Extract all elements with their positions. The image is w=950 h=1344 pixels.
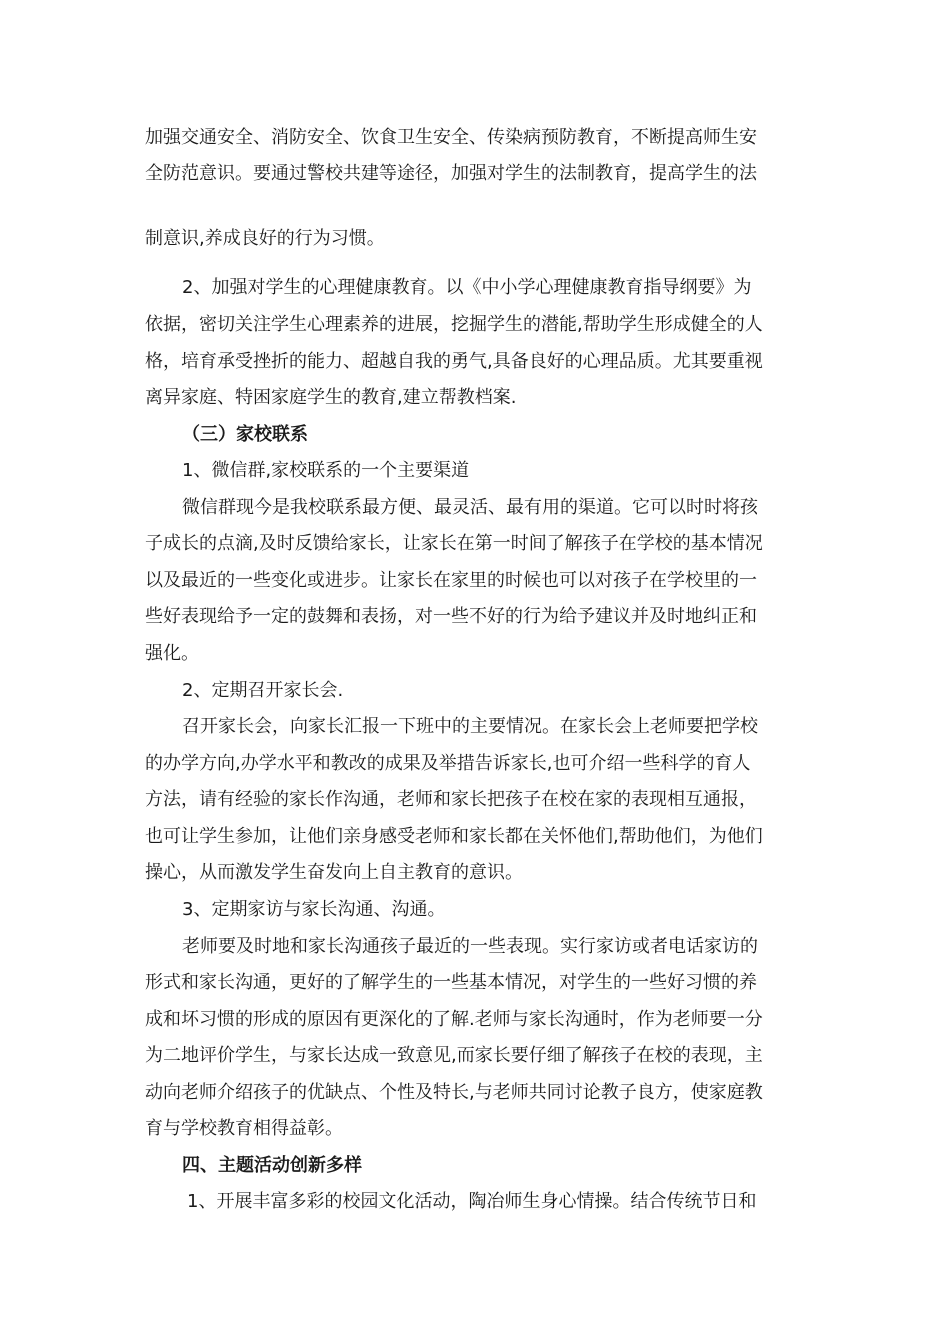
paragraph-line: 加强交通安全、消防安全、饮食卫生安全、传染病预防教育，不断提高师生安 <box>145 127 757 148</box>
paragraph-line: 召开家长会，向家长汇报一下班中的主要情况。在家长会上老师要把学校 <box>182 716 758 737</box>
paragraph-line: 的办学方向,办学水平和教改的成果及举措告诉家长,也可介绍一些科学的育人 <box>145 753 751 774</box>
section-heading: （三）家校联系 <box>182 424 308 445</box>
paragraph-line: 2、加强对学生的心理健康教育。以《中小学心理健康教育指导纲要》为 <box>182 277 752 298</box>
paragraph-line: 强化。 <box>145 643 199 664</box>
paragraph-line: 微信群现今是我校联系最方便、最灵活、最有用的渠道。它可以时时将孩 <box>182 497 758 518</box>
subsection-heading: 1、微信群,家校联系的一个主要渠道 <box>182 460 470 481</box>
paragraph-line: 以及最近的一些变化或进步。让家长在家里的时候也可以对孩子在学校里的一 <box>145 570 757 591</box>
paragraph-line: 动向老师介绍孩子的优缺点、个性及特长,与老师共同讨论教子良方，使家庭教 <box>145 1082 763 1103</box>
paragraph-line: 也可让学生参加，让他们亲身感受老师和家长都在关怀他们,帮助他们，为他们 <box>145 826 763 847</box>
paragraph-line: 操心，从而激发学生奋发向上自主教育的意识。 <box>145 862 523 883</box>
paragraph-line: 成和坏习惯的形成的原因有更深化的了解.老师与家长沟通时，作为老师要一分 <box>145 1009 763 1030</box>
paragraph-line: 育与学校教育相得益彰。 <box>145 1118 343 1139</box>
paragraph-line: 全防范意识。要通过警校共建等途径，加强对学生的法制教育，提高学生的法 <box>145 163 757 184</box>
paragraph-line: 方法，请有经验的家长作沟通，老师和家长把孩子在校在家的表现相互通报， <box>145 789 757 810</box>
paragraph-line: 子成长的点滴,及时反馈给家长，让家长在第一时间了解孩子在学校的基本情况 <box>145 533 763 554</box>
paragraph-line: 老师要及时地和家长沟通孩子最近的一些表现。实行家访或者电话家访的 <box>182 936 758 957</box>
paragraph-line: 为二地评价学生，与家长达成一致意见,而家长要仔细了解孩子在校的表现，主 <box>145 1045 763 1066</box>
paragraph-line: 离异家庭、特困家庭学生的教育,建立帮教档案. <box>145 387 517 408</box>
paragraph-line: 依据，密切关注学生心理素养的进展，挖掘学生的潜能,帮助学生形成健全的人 <box>145 314 763 335</box>
paragraph-line: 格，培育承受挫折的能力、超越自我的勇气,具备良好的心理品质。尤其要重视 <box>145 351 763 372</box>
paragraph-line: 制意识,养成良好的行为习惯。 <box>145 228 385 249</box>
paragraph-line: 些好表现给予一定的鼓舞和表扬，对一些不好的行为给予建议并及时地纠正和 <box>145 606 757 627</box>
paragraph-line: 1、开展丰富多彩的校园文化活动，陶冶师生身心情操。结合传统节日和 <box>187 1191 757 1212</box>
subsection-heading: 2、定期召开家长会. <box>182 680 344 701</box>
paragraph-line: 形式和家长沟通，更好的了解学生的一些基本情况，对学生的一些好习惯的养 <box>145 972 757 993</box>
section-heading: 四、主题活动创新多样 <box>182 1155 362 1176</box>
subsection-heading: 3、定期家访与家长沟通、沟通。 <box>182 899 446 920</box>
